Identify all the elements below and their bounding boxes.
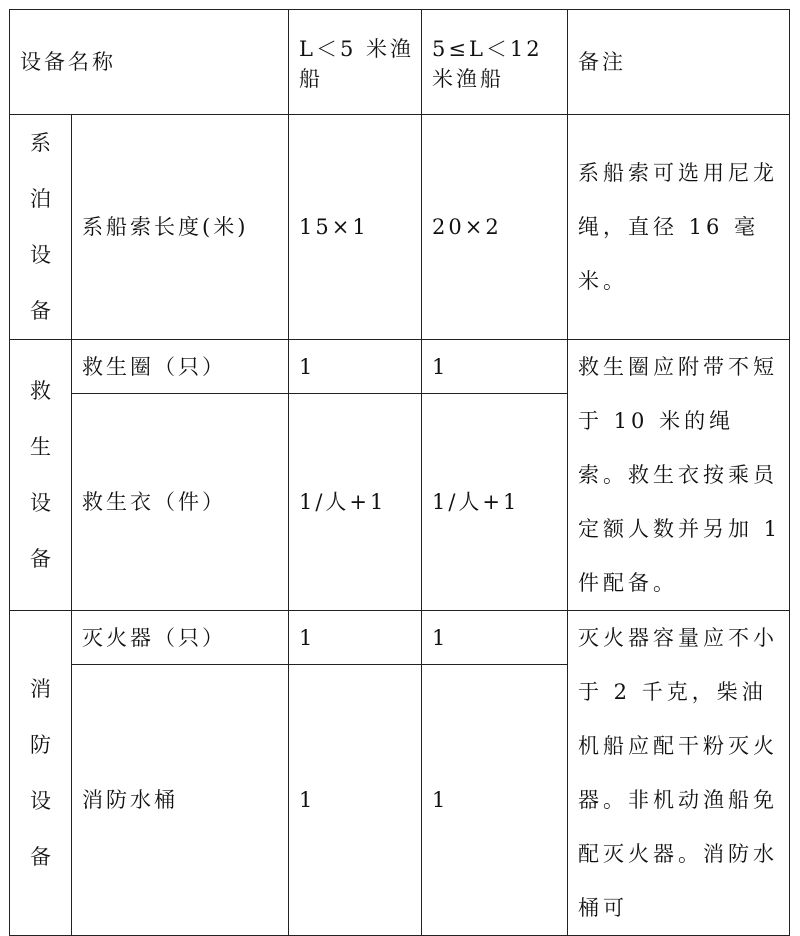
item-name: 救生圈（只） bbox=[72, 340, 289, 394]
item-name: 消防水桶 bbox=[72, 665, 289, 936]
category-char: 备 bbox=[30, 547, 51, 571]
category-char: 设 bbox=[30, 789, 51, 813]
category-char: 救 bbox=[30, 379, 51, 403]
category-char: 系 bbox=[30, 131, 51, 155]
equipment-table bbox=[9, 9, 790, 936]
item-name: 系船索长度(米) bbox=[72, 115, 289, 340]
header-mid-boat: 5≤L＜12 米渔船 bbox=[422, 10, 568, 115]
value-small: 1 bbox=[289, 611, 422, 665]
item-name: 灭火器（只） bbox=[72, 611, 289, 665]
header-small-boat: L＜5 米渔船 bbox=[289, 10, 422, 115]
category-char: 备 bbox=[30, 845, 51, 869]
value-small: 1 bbox=[289, 340, 422, 394]
value-small: 15×1 bbox=[289, 115, 422, 340]
value-mid: 1 bbox=[422, 340, 568, 394]
header-row bbox=[10, 10, 790, 115]
note-cell: 灭火器容量应不小于 2 千克，柴油机船应配干粉灭火器。非机动渔船免配灭火器。消防水桶可 bbox=[568, 611, 790, 936]
item-name: 救生衣（件） bbox=[72, 394, 289, 611]
table-row bbox=[10, 115, 790, 340]
category-lifesaving bbox=[10, 340, 72, 611]
value-small: 1 bbox=[289, 665, 422, 936]
category-char: 备 bbox=[30, 299, 51, 323]
value-small: 1/人+1 bbox=[289, 394, 422, 611]
category-char: 泊 bbox=[30, 187, 51, 211]
value-mid: 1 bbox=[422, 611, 568, 665]
category-char: 消 bbox=[30, 677, 51, 701]
value-mid: 20×2 bbox=[422, 115, 568, 340]
value-mid: 1 bbox=[422, 665, 568, 936]
category-char: 设 bbox=[30, 243, 51, 267]
category-mooring bbox=[10, 115, 72, 340]
category-firefighting bbox=[10, 611, 72, 936]
category-char: 防 bbox=[30, 733, 51, 757]
category-char: 生 bbox=[30, 435, 51, 459]
header-note: 备注 bbox=[568, 10, 790, 115]
header-device-name: 设备名称 bbox=[10, 10, 289, 115]
note-cell: 救生圈应附带不短于 10 米的绳索。救生衣按乘员定额人数并另加 1 件配备。 bbox=[568, 340, 790, 611]
value-mid: 1/人+1 bbox=[422, 394, 568, 611]
table-row bbox=[10, 611, 790, 665]
table-row bbox=[10, 340, 790, 394]
note-cell: 系船索可选用尼龙绳，直径 16 毫米。 bbox=[568, 115, 790, 340]
category-char: 设 bbox=[30, 491, 51, 515]
